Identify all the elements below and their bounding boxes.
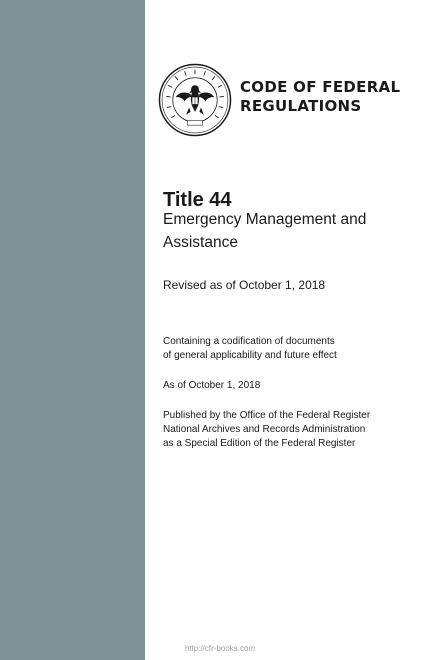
publication-title <box>240 78 400 116</box>
national-archives-seal-icon <box>158 63 232 137</box>
codification-line2: of general applicability and future effect <box>163 350 337 361</box>
as-of-date: As of October 1, 2018 <box>163 380 261 391</box>
publication-title-line2: REGULATIONS <box>240 97 362 115</box>
publisher-statement <box>163 409 423 451</box>
footer-url[interactable]: http://cfr-books.com <box>184 644 256 653</box>
codification-line1: Containing a codification of documents <box>163 336 335 347</box>
publisher-line1: Published by the Office of the Federal Register <box>163 410 371 421</box>
codification-statement <box>163 335 423 363</box>
publisher-line2: National Archives and Records Administration <box>163 424 366 435</box>
cover-sidebar <box>0 0 145 660</box>
publication-title-line1: CODE OF FEDERAL <box>240 78 401 96</box>
title-number: Title 44 <box>163 189 232 211</box>
title-subject: Emergency Management and Assistance <box>163 211 367 251</box>
publisher-line3: as a Special Edition of the Federal Register <box>163 438 356 449</box>
revision-date: Revised as of October 1, 2018 <box>163 278 326 292</box>
